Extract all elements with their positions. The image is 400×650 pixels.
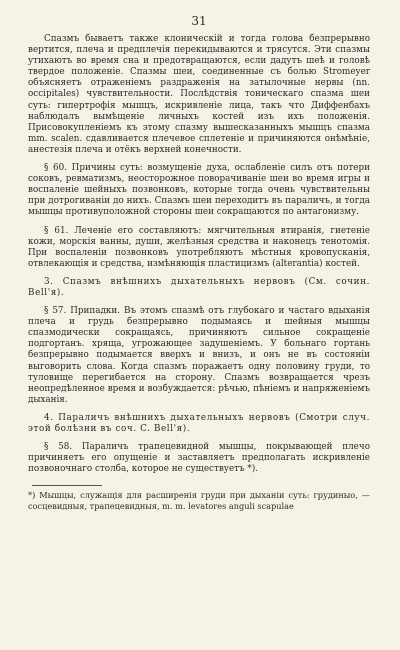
paragraph-section-57-symptoms: § 57. Припадки. Въ этомъ спазмѣ отъ глубокаго и частаго вдыханія плеча и грудь безпрерывно подымаясь и шейныя мышцы спазмодически сокращаясь, причиняютъ сильное сокращеніе подгортанъ. хряща, угрожающее задушеніемъ. У больнаго гортань безпрерывно подымается вверхъ и внизъ, и онъ не въ состояніи выговорить слова. Когда спазмъ поражаетъ одну половину груди, то туловище перегибается на сторону. Спазмъ возвращается чрезъ неопредѣленное время и возбуждается: рѣчью, пѣніемъ и напряженіемъ дыханія. [28,306,370,405]
paragraph-section-58-trapezius: § 58. Параличъ трапецевидной мышцы, покрывающей плечо причиняетъ его опущеніе и заставляетъ предполагать искривленіе позвоночнаго столба, которое не существуетъ *). [28,442,370,475]
footnote-rule [32,485,102,486]
paragraph-spasm-clonic: Спазмъ бываетъ также клоническій и тогда голова безпрерывно вертится, плеча и предплечія перекидываются и трясутся. Эти спазмы утихаютъ во время сна и предотвращаются, если дадутъ шеѣ и головѣ твердое положеніе. Спазмы шеи, соединенные съ болью Stromeyer объясняетъ отраженіемъ раздраженія на затылочные нервы (nn. occipitales) чувствительности. Послѣдствія тоническаго спазма шеи суть: гипертрофія мышцъ, искривленіе лица, такъ что Диффенбахъ наблюдалъ вымѣщеніе личныхъ костей изъ ихъ положенія. Присовокупленіемъ къ этому спазму вышесказанныхъ мышцъ спазма mm. scalen. сдавливается плечевое сплетеніе и причиняются онѣмѣніе, анестезія плеча и отёкъ верхней конечности. [28,34,370,155]
heading-3-external-respiratory-spasm: 3. Спазмъ внѣшнихъ дыхательныхъ нервовъ (См. сочин. Bell'я). [28,276,370,298]
footnote: *) Мышцы, служащія для расширенія груди при дыханіи суть: грудиныо, — сосцевидныя, трапецевидныя, m. m. levatores anguli scapulae [28,490,370,511]
paragraph-section-60-causes: § 60. Причины суть: возмущеніе духа, ослабленіе силъ отъ потери соковъ, ревматизмъ, неосторожное поворачиваніе шеи во время игры и воспаленіе шейныхъ позвонковъ, которые тогда очень чувствительны при дотрогиваніи до нихъ. Спазмъ шеи переходитъ въ параличъ, и тогда мышцы противуположной стороны шеи сокращаются по антагонизму. [28,163,370,218]
heading-4-external-respiratory-paralysis: 4. Параличъ внѣшнихъ дыхательныхъ нервовъ (Смотри случ. этой болѣзни въ соч. C. Bell'я). [28,412,370,434]
paragraph-section-61-treatment: § 61. Леченіе его составляютъ: мягчительныя втиранія, гиетеніе кожи, морскія ванны, души, желѣзныя средства и наконецъ тенотомія. При воспаленіи позвонковъ употребляютъ мѣстныя кровопусканія, отвлекающія и средства, измѣняющія пластицизмъ (alterantia) костей. [28,225,370,269]
page-number: 31 [191,14,207,28]
